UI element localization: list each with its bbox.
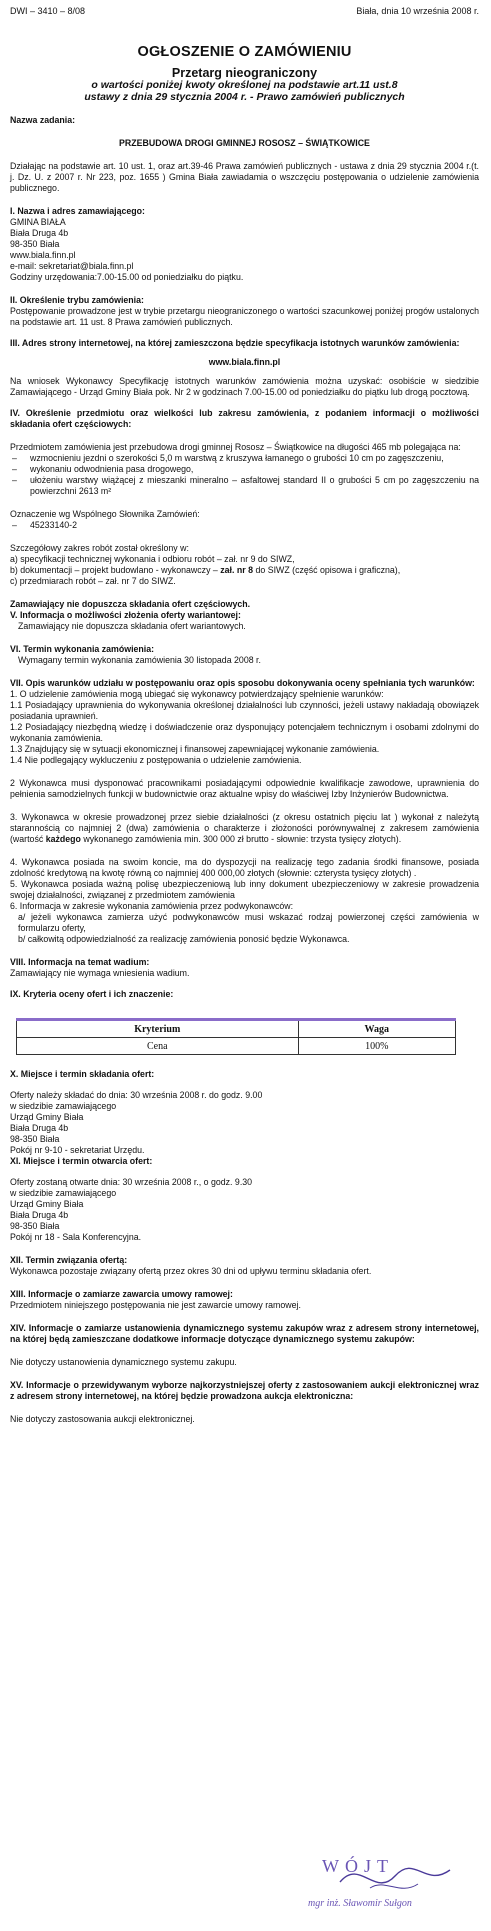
section-x-heading: X. Miejsce i termin składania ofert: [10, 1069, 155, 1079]
weight-cell: 100% [298, 1038, 455, 1055]
criteria-table [16, 1018, 456, 1055]
section-xiv-text: Nie dotyczy ustanowienia dynamicznego systemu zakupu. [10, 1357, 237, 1367]
partial-offers-note: Zamawiający nie dopuszcza składania ofert częściowych. [10, 599, 251, 609]
legal-basis-line-2: ustawy z dnia 29 stycznia 2004 r. - Prawo zamówień publicznych [84, 91, 405, 103]
cpv-list [10, 520, 479, 531]
section-viii-text: Zamawiający nie wymaga wniesienia wadium. [10, 968, 190, 978]
section-iv-heading: IV. Określenie przedmiotu oraz wielkości lub zakresu zamówienia, z podaniem informacji o możliwości składania ofert częściowych: [10, 408, 479, 429]
condition-3-text-2: wykonanego zamówienia min. 300 000 zł brutto - słownie: trzysta tysięcy złotych). [80, 834, 402, 844]
scope-b-text-1: b) dokumentacji – projekt budowlano - wykonawczy – [10, 565, 221, 575]
section-ix-heading: IX. Kryteria oceny ofert i ich znaczenie: [10, 989, 174, 999]
scope-a: a) specyfikacji technicznej wykonania i odbioru robót – zał. nr 9 do SIWZ, [10, 554, 295, 564]
section-ix [10, 989, 479, 1055]
opening-street: Biała Druga 4b [10, 1210, 69, 1220]
subject-intro: Przedmiotem zamówienia jest przebudowa drogi gminnej Rososz – Świątkowice na długości 465 mb polegająca na: [10, 442, 461, 452]
section-viii-heading: VIII. Informacja na temat wadium: [10, 957, 150, 967]
task-name: PRZEBUDOWA DROGI GMINNEJ ROSOSZ – ŚWIĄTKOWICE [119, 138, 370, 148]
section-iv [10, 408, 479, 610]
section-xii [10, 1255, 479, 1277]
spec-website: www.biala.finn.pl [208, 357, 281, 367]
submission-room: Pokój nr 9-10 - sekretariat Urzędu. [10, 1145, 145, 1155]
section-vi-text: Wymagany termin wykonania zamówienia 30 listopada 2008 r. [18, 655, 261, 665]
opening-room: Pokój nr 18 - Sala Konferencyjna. [10, 1232, 142, 1242]
section-xii-text: Wykonawca pozostaje związany ofertą przez okres 30 dni od upływu terminu składania ofert. [10, 1266, 372, 1276]
section-i [10, 206, 479, 283]
condition-3-text-1: 3. Wykonawca w okresie prowadzonej przez siebie działalności (z okresu ostatnich pięciu lat ) wykonał z należytą starannością co najmniej 2 (dwa) zamówienia o charakterze i złożoności porównywalnej z zakresem zamówienia (wartość [10, 812, 479, 844]
signature-stamp [300, 1848, 470, 1918]
section-ii [10, 295, 479, 328]
cpv-code: – 45233140-2 [10, 520, 479, 531]
detailed-scope-intro: Szczegółowy zakres robót został określony w: [10, 543, 189, 553]
section-vi [10, 644, 479, 666]
condition-1-2: 1.2 Posiadający niezbędną wiedzę i doświadczenie oraz dysponujący potencjałem technicznym i osobami zdolnymi do wykonania zamówienia. [10, 722, 479, 743]
document-header [10, 6, 479, 17]
scope-b-annex: zał. nr 8 [220, 565, 254, 575]
condition-6a: a/ jeżeli wykonawca zamierza użyć podwykonawców musi wskazać rodzaj powierzonej części zamówienia w formularzu oferty, [18, 912, 479, 933]
procedure-type: Przetarg nieograniczony [171, 66, 318, 80]
place-and-date: Biała, dnia 10 września 2008 r. [356, 6, 479, 16]
condition-1-4: 1.4 Nie podlegający wykluczeniu z postępowania o udzielenie zamówienia. [10, 755, 302, 765]
address-postcode: 98-350 Biała [10, 239, 60, 249]
section-xiii-heading: XIII. Informacje o zamiarze zawarcia umowy ramowej: [10, 1289, 233, 1299]
section-iii-heading: III. Adres strony internetowej, na której zamieszczona będzie specyfikacja istotnych warunków zamówienia: [10, 338, 460, 348]
scope-b-text-2: do SIWZ (część opisowa i graficzna), [253, 565, 401, 575]
submission-postcode: 98-350 Biała [10, 1134, 60, 1144]
list-item: – wykonaniu odwodnienia pasa drogowego, [10, 464, 479, 475]
submission-office: Urząd Gminy Biała [10, 1112, 84, 1122]
section-xiii-text: Przedmiotem niniejszego postępowania nie jest zawarcie umowy ramowej. [10, 1300, 301, 1310]
section-i-heading: I. Nazwa i adres zamawiającego: [10, 206, 145, 216]
table-row [17, 1038, 456, 1055]
section-xiii [10, 1289, 479, 1311]
opening-place: w siedzibie zamawiającego [10, 1188, 117, 1198]
section-iii-text: Na wniosek Wykonawcy Specyfikację istotnych warunków zamówienia można uzyskać: osobiście w siedzibie Zamawiającego - Urząd Gminy Biała pok. Nr 2 w godzinach 7.00-15.00 od poniedziałku do piątku lub drogą pocztową. [10, 376, 479, 397]
task-label: Nazwa zadania: [10, 115, 76, 125]
section-v [10, 610, 479, 632]
cpv-label: Oznaczenie wg Wspólnego Słownika Zamówień: [10, 509, 200, 519]
section-xi [10, 1156, 479, 1243]
section-xiv [10, 1323, 479, 1368]
reference-number: DWI – 3410 – 8/08 [10, 6, 86, 16]
scope-c: c) przedmiarach robót – zał. nr 7 do SIWZ. [10, 576, 176, 586]
office-hours: Godziny urzędowania:7.00-15.00 od poniedziałku do piątku. [10, 272, 244, 282]
scope-list [10, 453, 479, 497]
legal-basis-line-1: o wartości poniżej kwoty określonej na podstawie art.11 ust.8 [91, 79, 398, 91]
condition-1: 1. O udzielenie zamówienia mogą ubiegać się wykonawcy potwierdzający spełnienie warunków: [10, 689, 384, 699]
section-ii-text: Postępowanie prowadzone jest w trybie przetargu nieograniczonego o wartości szacunkowej poniżej progów ustalonych na podstawie art. 11 ust. 8 Prawa zamówień publicznych. [10, 306, 479, 327]
condition-1-1: 1.1 Posiadający uprawnienia do wykonywania określonej działalności lub czynności, jeżeli ustawy nakładają obowiązek posiadania uprawnień. [10, 700, 479, 721]
contracting-authority-name: GMINA BIAŁA [10, 217, 66, 227]
document-title: OGŁOSZENIE O ZAMÓWIENIU [137, 44, 352, 60]
scope-b [10, 565, 479, 576]
address-street: Biała Druga 4b [10, 228, 69, 238]
condition-5: 5. Wykonawca posiada ważną polisę ubezpieczeniową lub inny dokument ubezpieczeniowy w zakresie prowadzenia swojej działalności, związanej z przedmiotem zamówienia [10, 879, 479, 900]
section-vi-heading: VI. Termin wykonania zamówienia: [10, 644, 155, 654]
section-xv [10, 1380, 479, 1425]
condition-2: 2 Wykonawca musi dysponować pracownikami posiadającymi odpowiednie kwalifikacje zawodowe, uprawnienia do pełnienia samodzielnych funkcji w budownictwie oraz aktualne wpisy do właściwej Izby Inżynierów Budownictwa. [10, 778, 479, 799]
section-xi-heading: XI. Miejsce i termin otwarcia ofert: [10, 1156, 153, 1166]
website: www.biala.finn.pl [10, 250, 76, 260]
opening-date: Oferty zostaną otwarte dnia: 30 września 2008 r., o godz. 9.30 [10, 1177, 253, 1187]
stamp-name: mgr inż. Sławomir Sułgon [308, 1898, 412, 1909]
table-header-criterion: Kryterium [17, 1020, 299, 1038]
condition-4: 4. Wykonawca posiada na swoim koncie, ma do dyspozycji na realizację tego zadania środki finansowe, posiada zdolność kredytową na kwotę równą co najmniej 400 000,00 złotych (słownie: czterysta tysięcy złotych) . [10, 857, 479, 878]
section-ii-heading: II. Określenie trybu zamówienia: [10, 295, 144, 305]
section-x [10, 1069, 479, 1156]
condition-6b: b/ całkowitą odpowiedzialność za realizację zamówienia ponosić będzie Wykonawca. [18, 934, 350, 944]
list-item: – ułożeniu warstwy wiążącej z mieszanki mineralno – asfaltowej standard II o grubości 5 cm po zagęszczeniu na powierzchni 2613 m² [10, 475, 479, 497]
opening-postcode: 98-350 Biała [10, 1221, 60, 1231]
section-iii [10, 338, 479, 398]
section-xv-heading: XV. Informacje o przewidywanym wyborze najkorzystniejszej oferty z zastosowaniem aukcji elektronicznej wraz z adresem strony internetowej, na której będzie prowadzona aukcja elektroniczna: [10, 1380, 479, 1401]
section-v-text: Zamawiający nie dopuszcza składania ofert wariantowych. [18, 621, 246, 631]
section-viii [10, 957, 479, 979]
submission-deadline: Oferty należy składać do dnia: 30 września 2008 r. do godz. 9.00 [10, 1090, 263, 1100]
condition-3-emphasis: każdego [45, 834, 81, 844]
list-item: – wzmocnieniu jezdni o szerokości 5,0 m warstwą z kruszywa łamanego o grubości 10 cm po zagęszczeniu, [10, 453, 479, 464]
section-vii-heading: VII. Opis warunków udziału w postępowaniu oraz opis sposobu dokonywania oceny spełniania tych warunków: [10, 678, 475, 688]
condition-1-3: 1.3 Znajdujący się w sytuacji ekonomicznej i finansowej zapewniającej wykonanie zamówienia. [10, 744, 380, 754]
submission-street: Biała Druga 4b [10, 1123, 69, 1133]
criterion-cell: Cena [17, 1038, 299, 1055]
stamp-title: WÓJT [322, 1856, 394, 1876]
table-header-weight: Waga [298, 1020, 455, 1038]
condition-3 [10, 812, 479, 845]
opening-office: Urząd Gminy Biała [10, 1199, 84, 1209]
condition-6: 6. Informacja w zakresie wykonania zamówienia przez podwykonawców: [10, 901, 294, 911]
section-xii-heading: XII. Termin związania ofertą: [10, 1255, 128, 1265]
section-v-heading: V. Informacja o możliwości złożenia oferty wariantowej: [10, 610, 241, 620]
email: e-mail: sekretariat@biala.finn.pl [10, 261, 134, 271]
section-vii [10, 678, 479, 945]
section-xv-text: Nie dotyczy zastosowania aukcji elektronicznej. [10, 1414, 195, 1424]
section-xiv-heading: XIV. Informacje o zamiarze ustanowienia dynamicznego systemu zakupów wraz z adresem strony internetowej, na której będą zamieszczane dodatkowe informacje dotyczące dynamicznego systemu zakupów: [10, 1323, 479, 1344]
table-header-row [17, 1020, 456, 1038]
intro-paragraph: Działając na podstawie art. 10 ust. 1, oraz art.39-46 Prawa zamówień publicznych - ustawa z dnia 29 stycznia 2004 r.(t. j. Dz. U. z 2007 r. Nr 223, poz. 1655 ) Gmina Biała zawiadamia o wszczęciu postępowania o udzielenie zamówienia publicznego. [10, 161, 479, 193]
submission-place: w siedzibie zamawiającego [10, 1101, 117, 1111]
signature-flourish [370, 1884, 418, 1888]
